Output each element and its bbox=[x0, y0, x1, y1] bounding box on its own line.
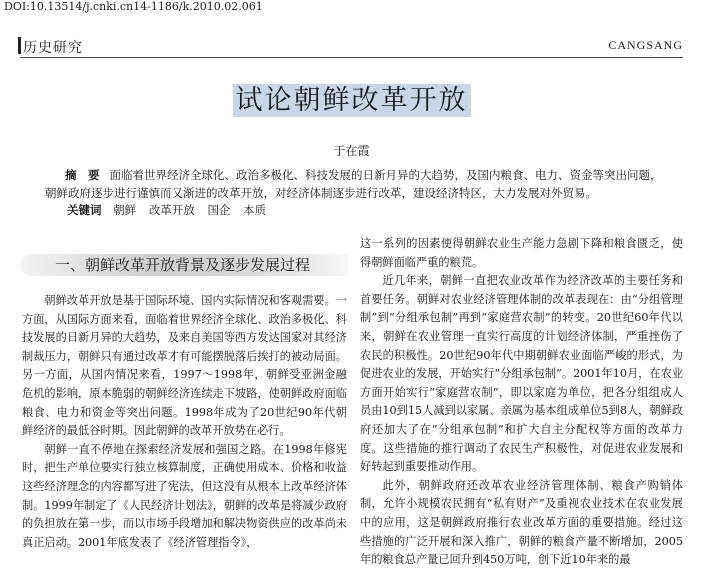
doi-line: DOI:10.13514/j.cnki.cn14-1186/k.2010.02.061 bbox=[4, 0, 263, 13]
paragraph: 此外，朝鲜政府还改革农业经济管理体制、粮食产购销体制，允许小规模农民拥有“私有财产”及重视农业技术在农业发展中的应用，这是朝鲜政府推行农业改革方面的重要措施。经过这些措施的广泛开展和深入推广，朝鲜的粮食产量不断增加，2005年的粮食总产量已回升到450万吨，创下近10年来的最 bbox=[360, 478, 683, 567]
abstract-line-1: 面临着世界经济全球化、政治多极化、科技发展的日新月异的大趋势，及国内粮食、电力、资金等突出问题， bbox=[109, 168, 662, 182]
keywords-label: 关键词 bbox=[67, 203, 102, 217]
paragraph: 这一系列的因素使得朝鲜农业生产能力急剧下降和粮食匮乏，使得朝鲜面临严重的粮荒。 bbox=[360, 237, 683, 269]
section-tag: 历史研究 bbox=[23, 37, 83, 57]
keyword: 改革开放 bbox=[148, 203, 195, 217]
paragraph: 近几年来，朝鲜一直把农业改革作为经济改革的主要任务和首要任务。朝鲜对农业经济管理体制的改革表现在：由“分组管理制”到“分组承包制”再到“家庭营农制”的转变。20世纪60年代以来，朝鲜在农业管理一直实行高度的计划经济体制，严重挫伤了农民的积极性。20世纪90年代中期朝鲜农业面临严峻的形式，为促进农业的发展，开始实行“分组承包制”。2001年10月，在农业方面开始实行“家庭营农制”，即以家庭为单位，把各分组组成人员由10到15人减到以家属、亲属为基本组成单位5到8人，朝鲜政府还加大了在“分组承包制”和扩大自主分配权等方面的改革力度。这些措施的推行调动了农民生产积极性，对促进农业发展和好转起到重要推动作用。 bbox=[360, 274, 683, 474]
keywords bbox=[67, 202, 275, 218]
keyword: 朝鲜 bbox=[113, 203, 137, 217]
section-heading-1: 一、朝鲜改革开放背景及逐步发展过程 bbox=[20, 254, 348, 276]
author: 于在霞 bbox=[333, 144, 370, 158]
article-title: 试论朝鲜改革开放 bbox=[233, 84, 471, 117]
header-rule bbox=[20, 57, 683, 58]
paragraph: 朝鲜改革开放是基于国际环境、国内实际情况和客观需要。一方面，从国际方面来看，面临着世界经济全球化、政治多极化、科技发展的日新月异的大趋势，及来自美国等西方发达国家对其经济制裁压力，朝鲜只有通过改革才有可能摆脱落后挨打的被动局面。另一方面，从国内情况来看，1997～1998年，朝鲜受亚洲金融危机的影响，原本脆弱的朝鲜经济连续走下坡路，使朝鲜政府面临粮食、电力和资金等突出问题。1998年成为了20世纪90年代朝鲜经济的最低谷时期。因此朝鲜的改革开放势在必行。 bbox=[22, 294, 347, 438]
paragraph: 朝鲜一直不停地在探索经济发展和强国之路。在1998年修宪时，把生产单位要实行独立核算制度，正确使用成本、价格和收益这些经济理念的内容都写进了宪法，但这没有从根本上改革经济体制。1999年制定了《人民经济计划法》，朝鲜的改革是将减少政府的负担放在第一步，而以市场手段增加和解决物资供应的改革尚未真正启动。2001年底发表了《经济管理指令》， bbox=[22, 442, 347, 549]
abstract-line-2: 朝鲜政府逐步进行谨慎而又渐进的改革开放，对经济体制逐步进行改革，建设经济特区，大力发展对外贸易。 bbox=[45, 186, 597, 200]
abstract-label: 摘 要 bbox=[65, 168, 100, 182]
journal-brand: CANGSANG bbox=[608, 38, 683, 52]
keyword: 国企 bbox=[207, 203, 231, 217]
keyword: 本质 bbox=[243, 203, 267, 217]
right-column bbox=[360, 235, 683, 570]
article-title-block bbox=[0, 78, 703, 117]
abstract bbox=[45, 166, 683, 202]
left-column bbox=[22, 292, 347, 552]
